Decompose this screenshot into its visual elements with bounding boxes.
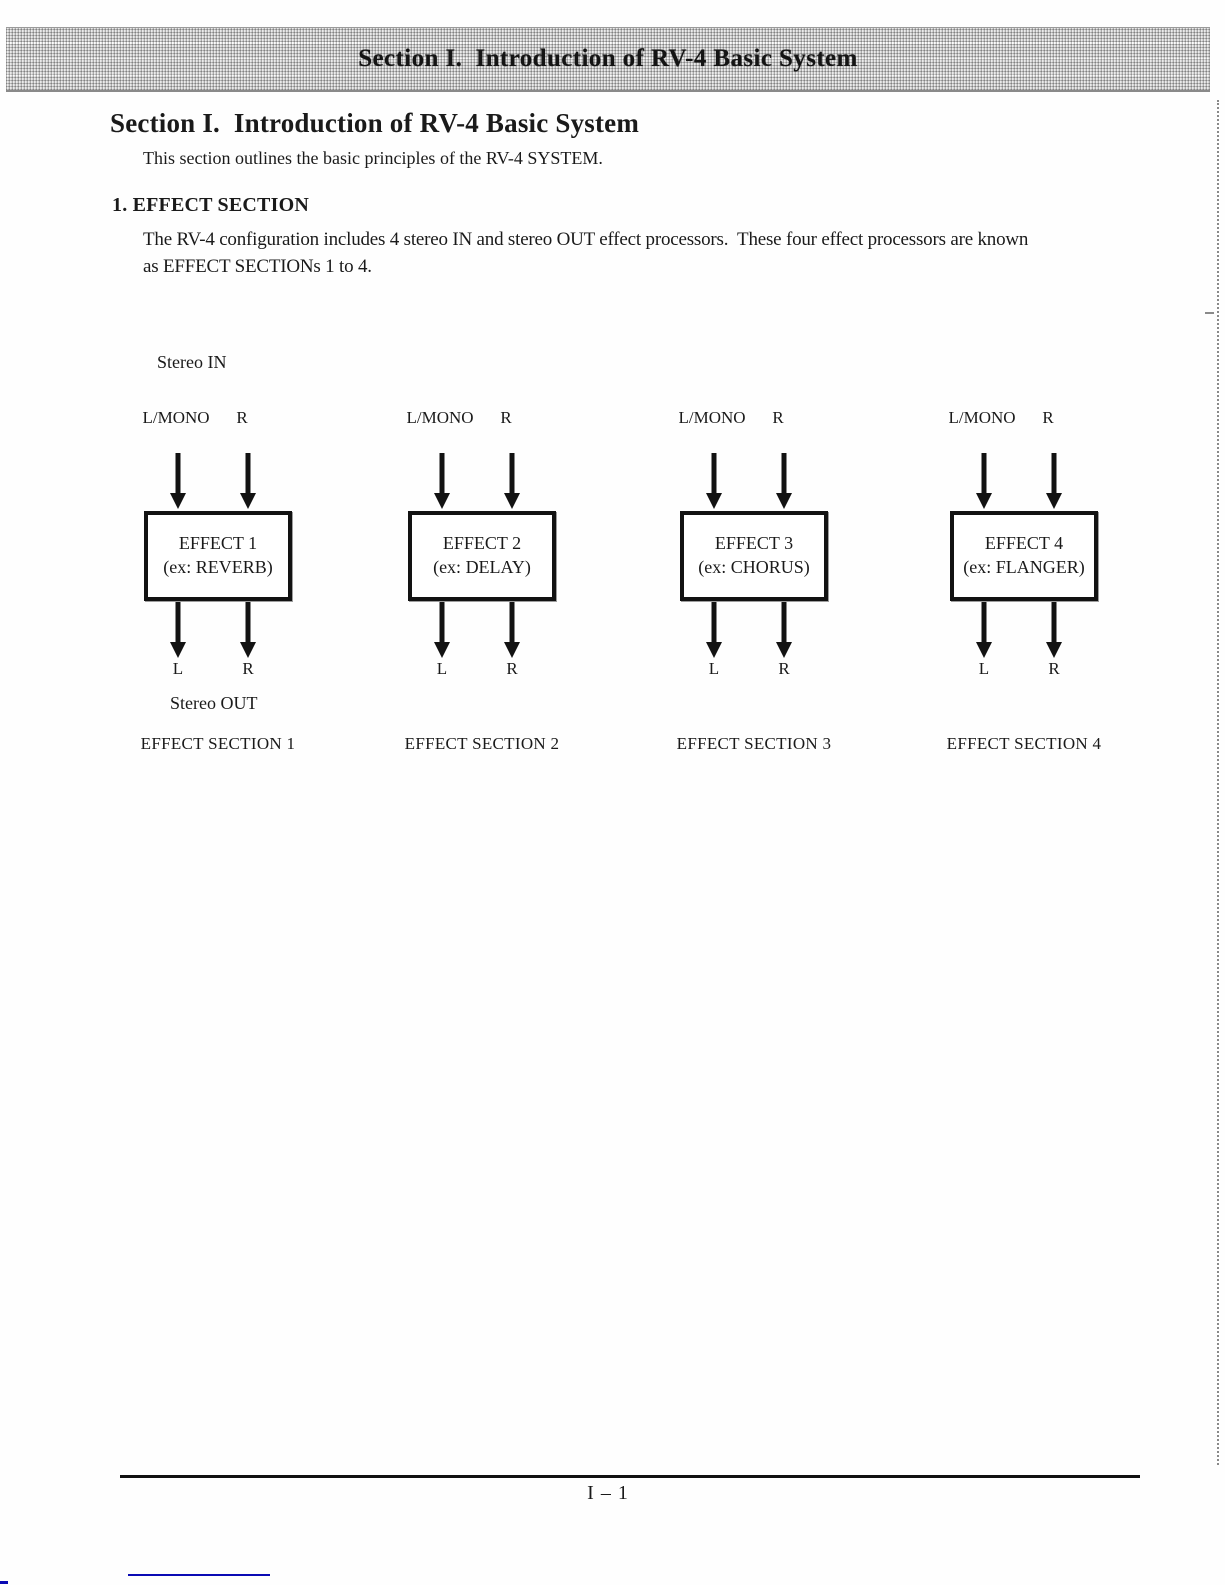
section-header-banner [6, 27, 1210, 92]
effect-section-heading: 1. EFFECT SECTION [112, 194, 309, 216]
output-arrow-right-icon [502, 602, 522, 658]
body-paragraph-line-2: as EFFECT SECTIONs 1 to 4. [143, 256, 372, 277]
effect-column-1 [140, 405, 296, 765]
input-arrow-left-icon [704, 453, 724, 509]
effect-box-title: EFFECT 2 [442, 533, 522, 554]
effect-box-example: (ex: CHORUS) [698, 557, 810, 577]
stereo-in-label: Stereo IN [157, 352, 227, 372]
effect-column-3 [676, 405, 832, 765]
effect-section-caption-3: EFFECT SECTION 3 [676, 734, 832, 753]
intro-text: This section outlines the basic principles of the RV-4 SYSTEM. [143, 148, 603, 168]
effect-box-2 [408, 511, 556, 601]
input-arrow-right-icon [502, 453, 522, 509]
output-arrow-left-icon [168, 602, 188, 658]
input-label-r: R [772, 408, 784, 427]
body-paragraph-line-1: The RV-4 configuration includes 4 stereo IN and stereo OUT effect processors. These four effect processors are known [143, 229, 1029, 250]
blue-corner-mark [0, 1581, 8, 1584]
effect-column-4 [946, 405, 1102, 765]
stereo-out-label: Stereo OUT [170, 693, 258, 713]
output-label-l: L [436, 659, 448, 678]
page-edge-tick-mark [1205, 312, 1214, 314]
effect-section-caption-2: EFFECT SECTION 2 [404, 734, 560, 753]
page-edge-dotted-line [1217, 100, 1219, 1465]
blue-underline-mark [128, 1574, 270, 1576]
output-label-l: L [978, 659, 990, 678]
output-arrow-left-icon [432, 602, 452, 658]
input-label-r: R [1042, 408, 1054, 427]
output-label-r: R [778, 659, 790, 678]
effect-box-example: (ex: DELAY) [433, 557, 531, 577]
page-title: Section I. Introduction of RV-4 Basic System [110, 108, 640, 138]
input-label-lmono: L/MONO [948, 408, 1016, 427]
input-label-r: R [500, 408, 512, 427]
effect-box-4 [950, 511, 1098, 601]
effect-box-3 [680, 511, 828, 601]
output-arrow-right-icon [1044, 602, 1064, 658]
footer-rule [120, 1475, 1140, 1478]
input-label-lmono: L/MONO [142, 408, 210, 427]
output-arrow-left-icon [704, 602, 724, 658]
output-arrow-left-icon [974, 602, 994, 658]
input-arrow-left-icon [974, 453, 994, 509]
output-label-r: R [1048, 659, 1060, 678]
effect-column-2 [404, 405, 560, 765]
effect-section-caption-1: EFFECT SECTION 1 [140, 734, 296, 753]
input-arrow-right-icon [238, 453, 258, 509]
input-label-lmono: L/MONO [678, 408, 746, 427]
effect-box-title: EFFECT 1 [178, 533, 258, 554]
input-arrow-left-icon [168, 453, 188, 509]
input-label-r: R [236, 408, 248, 427]
input-arrow-right-icon [774, 453, 794, 509]
output-arrow-right-icon [238, 602, 258, 658]
input-label-lmono: L/MONO [406, 408, 474, 427]
output-label-r: R [242, 659, 254, 678]
page-number: I – 1 [587, 1482, 629, 1504]
effect-box-example: (ex: REVERB) [163, 557, 273, 577]
effect-box-1 [144, 511, 292, 601]
output-arrow-right-icon [774, 602, 794, 658]
output-label-l: L [172, 659, 184, 678]
effect-section-caption-4: EFFECT SECTION 4 [946, 734, 1102, 753]
input-arrow-left-icon [432, 453, 452, 509]
output-label-r: R [506, 659, 518, 678]
banner-title: Section I. Introduction of RV-4 Basic System [358, 45, 858, 72]
output-label-l: L [708, 659, 720, 678]
input-arrow-right-icon [1044, 453, 1064, 509]
effect-box-example: (ex: FLANGER) [963, 557, 1085, 577]
effect-box-title: EFFECT 4 [984, 533, 1064, 554]
effect-box-title: EFFECT 3 [714, 533, 794, 554]
